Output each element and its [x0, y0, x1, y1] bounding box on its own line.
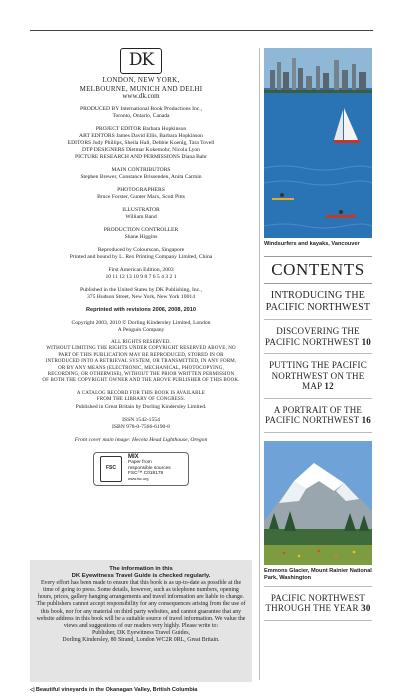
- rights-line-4: OR BY ANY MEANS (ELECTRONIC, MECHANICAL, PHOTOCOPYING,: [58, 365, 224, 371]
- production-heading: PRODUCTION CONTROLLER: [103, 227, 179, 233]
- edition: First American Edition, 2003: [108, 267, 174, 273]
- website[interactable]: www.dk.com: [122, 92, 160, 100]
- main-contributors: Stephen Brewer, Constance Brissenden, Anita Carmin: [80, 174, 202, 180]
- issn: ISSN 1542-1554: [122, 416, 160, 423]
- catalog-line-3: Published in Great Britain by Dorling Kindersley Limited.: [75, 403, 207, 410]
- toc-entry-introducing[interactable]: [264, 284, 372, 320]
- toc-entry-through-the-year[interactable]: [264, 586, 372, 621]
- toc-page-number: 16: [361, 415, 371, 425]
- photographers-heading: PHOTOGRAPHERS: [117, 187, 165, 193]
- cities-line-1: LONDON, NEW YORK,: [102, 76, 180, 84]
- mount-rainier-illustration: [264, 441, 372, 565]
- picture-research: PICTURE RESEARCH AND PERMISSIONS Diana Bahr: [75, 154, 207, 160]
- photo1-caption: Windsurfers and kayaks, Vancouver: [264, 241, 360, 247]
- mount-rainier-photo: [264, 441, 372, 565]
- rights-line-5: RECORDING, OR OTHERWISE), WITHOUT THE PRIOR WRITTEN PERMISSION: [47, 372, 235, 378]
- reprinted: Reprinted with revisions 2006, 2008, 2010: [85, 307, 197, 313]
- cover-credit: Front cover main image: Heceta Head Lighthouse, Oregon: [74, 436, 208, 443]
- dtp-designers: DTP DESIGNERS Dietmar Kokemohr, Nicola Lyon: [82, 147, 200, 153]
- rights-line-1: WITHOUT LIMITING THE RIGHTS UNDER COPYRIGHT RESERVED ABOVE, NO: [46, 346, 236, 352]
- fsc-line-2: responsible sources: [128, 465, 171, 471]
- rights-line-6: OF BOTH THE COPYRIGHT OWNER AND THE ABOVE PUBLISHER OF THIS BOOK.: [42, 378, 240, 384]
- toc-entry-putting-on-map[interactable]: [264, 354, 372, 399]
- rights-line-2: PART OF THIS PUBLICATION MAY BE REPRODUCED, STORED IN OR: [58, 352, 224, 358]
- fsc-line-1: Paper from: [128, 460, 152, 466]
- toc-entry-text: PUTTING THE PACIFIC NORTHWEST ON THE MAP: [269, 360, 367, 391]
- fsc-code: FSC™ C018179: [128, 471, 164, 477]
- toc-page-number: 12: [324, 381, 334, 391]
- contents-title: CONTENTS: [264, 256, 372, 284]
- rights-line-3: INTRODUCED INTO A RETRIEVAL SYSTEM, OR TRANSMITTED, IN ANY FORM,: [45, 359, 237, 365]
- toc-entry-portrait[interactable]: [264, 399, 372, 433]
- fsc-badge: [93, 452, 189, 486]
- vancouver-photo: [264, 48, 372, 238]
- fsc-text: [128, 455, 171, 483]
- cities-line-2: MELBOURNE, MUNICH AND DELHI: [79, 84, 203, 93]
- toc-page-number: 30: [361, 603, 371, 613]
- produced-by: PRODUCED BY International Book Productions Inc.,: [79, 106, 203, 112]
- illustrator: William Band: [125, 214, 157, 220]
- impression-line: 10 11 12 13 10 9 8 7 6 5 4 3 2 1: [105, 274, 177, 280]
- printed-by: Printed and bound by L. Rex Printing Company Limited, China: [69, 254, 213, 260]
- reproduced-by: Reproduced by Colourscan, Singapore: [97, 247, 185, 253]
- fsc-url: www.fsc.org: [128, 477, 149, 482]
- column-divider: [259, 48, 260, 680]
- toc-page-number: 10: [361, 336, 371, 347]
- infobox-body: Every effort has been made to ensure that this book is as up-to-date as possible at the time of going to press. Some details, however, such as telephone numbers, opening hours, prices, gallery hanging arrangements and travel information are liable to change. The publishers cannot accept responsibility for any consequences arising from the use of this book, nor for any material on third party websites, and cannot guarantee that any website address in this book will be a suitable source of travel information. We value the views and suggestions of our readers very highly. Please write to:: [36, 580, 246, 629]
- published-line-1: Published in the United States by DK Publishing, Inc.,: [80, 287, 202, 293]
- editors: EDITORS Judy Phillips, Sheila Hall, Debbie Koenig, Tara Tovell: [67, 140, 215, 146]
- contents-column: [264, 48, 372, 621]
- toc-entry-text: PACIFIC NORTHWEST THROUGH THE YEAR: [265, 592, 366, 613]
- infobox-heading-2: DK Eyewitness Travel Guide is checked regularly.: [71, 573, 211, 580]
- dk-logo: DK: [120, 48, 162, 74]
- fsc-logo-text: FSC: [106, 465, 116, 472]
- toc-entry-text: A PORTRAIT OF THE PACIFIC NORTHWEST: [265, 404, 363, 425]
- published-line-2: 375 Hudson Street, New York, New York 10014: [87, 294, 195, 300]
- photographers: Bruce Forster, Gunter Marx, Scott Pitts: [97, 194, 185, 200]
- infobox-address-2: Dorling Kindersley, 80 Strand, London WC2R 0RL, Great Britain.: [62, 636, 220, 643]
- infobox-heading-1: The information in this: [109, 566, 173, 572]
- footer-caption-text: Beautiful vineyards in the Okanagan Valley, British Columbia: [35, 687, 198, 693]
- information-box: [30, 560, 252, 682]
- catalog-line-1: A CATALOG RECORD FOR THIS BOOK IS AVAILABLE: [76, 390, 206, 396]
- toc-entry-discovering[interactable]: [264, 320, 372, 354]
- produced-place: Toronto, Ontario, Canada: [112, 113, 170, 119]
- copyright-line-1: Copyright 2003, 2010 © Dorling Kindersley Limited, London: [71, 320, 211, 326]
- fsc-mix: MIX: [128, 453, 139, 460]
- copyright-line-2: A Penguin Company: [117, 327, 165, 333]
- vancouver-illustration: [264, 48, 372, 238]
- art-editors: ART EDITORS James David Ellis, Barbara Hopkinson: [79, 133, 203, 139]
- isbn: ISBN 978-0-7566-6190-8: [112, 423, 170, 430]
- production-controller: Shane Higgins: [124, 234, 158, 240]
- fsc-tree-logo: [100, 456, 122, 482]
- infobox-address-1: Publisher, DK Eyewitness Travel Guides,: [92, 629, 190, 636]
- photo2-caption: Emmons Glacier, Mount Rainier National Park, Washington: [264, 567, 372, 581]
- toc-entry-text: DISCOVERING THE PACIFIC NORTHWEST: [265, 326, 360, 347]
- main-contributors-heading: MAIN CONTRIBUTORS: [111, 167, 171, 173]
- top-rule: [30, 30, 373, 31]
- left-arrow-icon: ◁: [30, 687, 35, 693]
- footer-caption: [30, 687, 370, 693]
- project-editor: PROJECT EDITOR Barbara Hopkinson: [95, 126, 187, 132]
- toc-entry-text: INTRODUCING THE PACIFIC NORTHWEST: [265, 290, 371, 313]
- imprint-column: [30, 48, 252, 486]
- catalog-line-2: FROM THE LIBRARY OF CONGRESS.: [96, 397, 186, 403]
- rights-heading: ALL RIGHTS RESERVED.: [111, 340, 171, 345]
- illustrator-heading: ILLUSTRATOR: [122, 207, 160, 213]
